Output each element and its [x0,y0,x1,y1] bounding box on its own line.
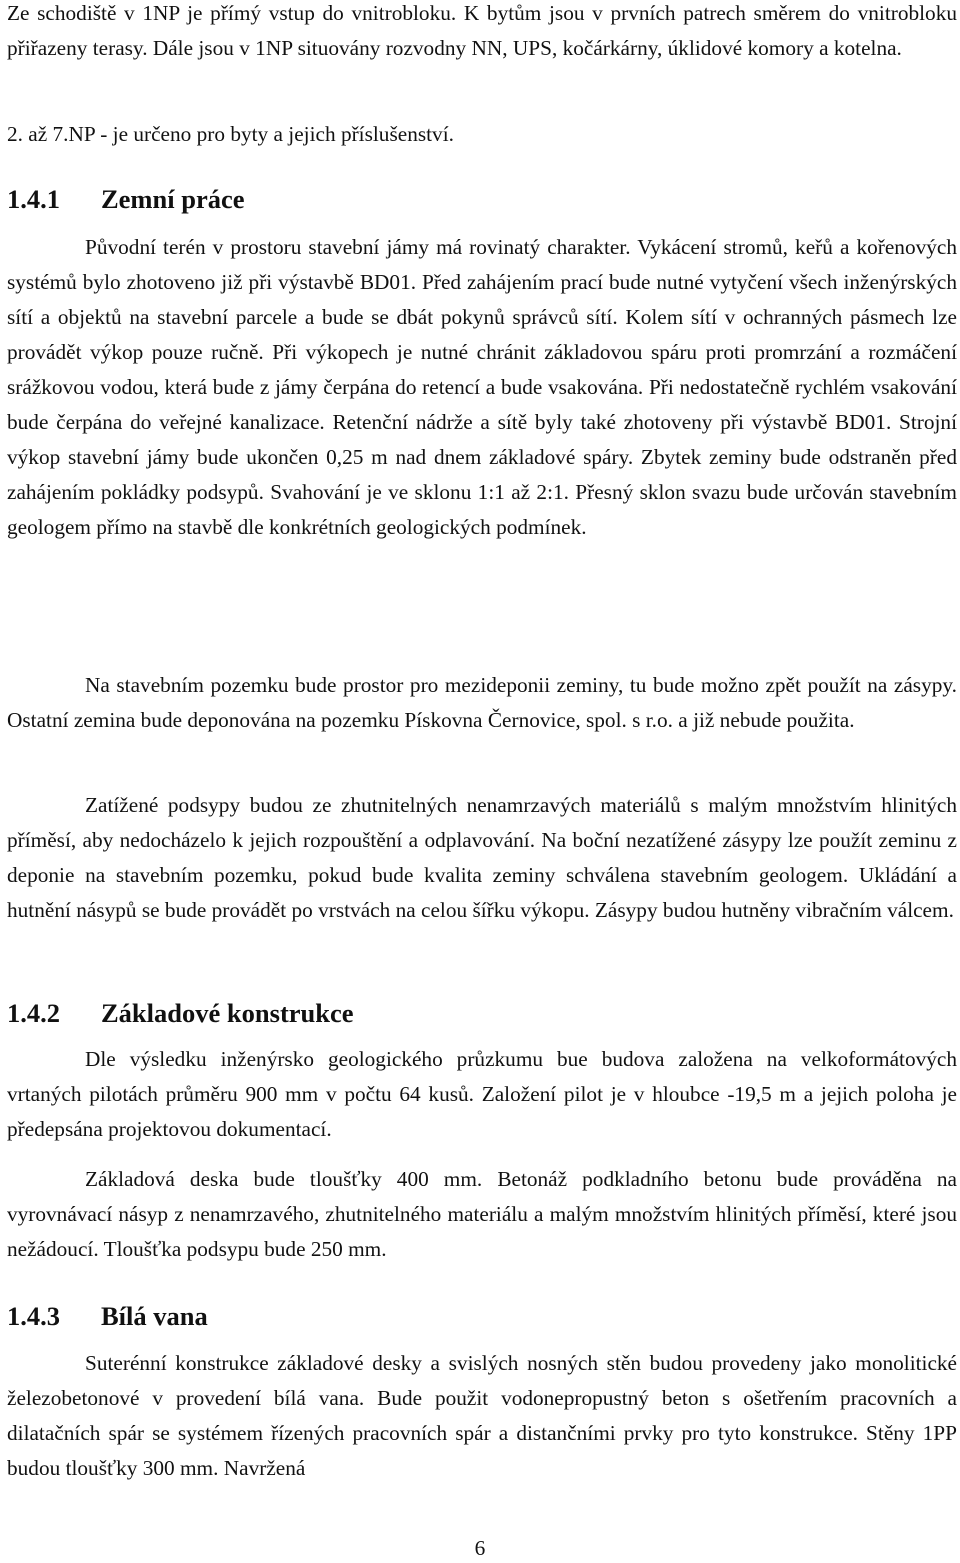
paragraph-intro: Ze schodiště v 1NP je přímý vstup do vnitrobloku. K bytům jsou v prvních patrech směrem do vnitrobloku přiřazeny terasy. Dále jsou v 1NP situovány rozvodny NN, UPS, kočárkárny, úklidové komory a kotelna. [7,1,957,60]
section-number: 1.4.2 [7,998,60,1028]
paragraph-foundations-2: Základová deska bude tloušťky 400 mm. Betonáž podkladního betonu bude prováděna na vyrovnávací násyp z nenamrzavého, zhutnitelného materiálu a malým množstvím hlinitých příměsí, které jsou nežádoucí. Tloušťka podsypu bude 250 mm. [7,1167,957,1261]
page-number: 6 [474,1536,486,1560]
section-title: Základové konstrukce [101,998,354,1028]
paragraph-earthworks-2: Na stavebním pozemku bude prostor pro mezideponii zeminy, tu bude možno zpět použít na zásypy. Ostatní zemina bude deponována na pozemku Pískovna Černovice, spol. s r.o. a již nebude použita. [7,673,957,732]
section-number: 1.4.3 [7,1301,60,1331]
paragraph-foundations-1: Dle výsledku inženýrsko geologického průzkumu bue budova založena na velkoformátových vrtaných pilotách průměru 900 mm v počtu 64 kusů. Založení pilot je v hloubce -19,5 m a jejich poloha je předepsána projektovou dokumentací. [7,1047,957,1141]
paragraph-floors: 2. až 7.NP - je určeno pro byty a jejich příslušenství. [7,122,454,146]
section-heading-white-tank [7,1299,208,1333]
section-title: Zemní práce [101,184,245,214]
section-heading-earthworks [7,182,245,216]
section-heading-foundations [7,996,354,1030]
paragraph-white-tank-1: Suterénní konstrukce základové desky a svislých nosných stěn budou provedeny jako monolitické železobetonové v provedení bílá vana. Bude použit vodonepropustný beton s ošetřením pracovních a dilatačních spár se systémem řízených pracovních spár a distančními prvky pro tyto konstrukce. Stěny 1PP budou tloušťky 300 mm. Navržená [7,1351,957,1480]
section-title: Bílá vana [101,1301,208,1331]
section-number: 1.4.1 [7,184,60,214]
paragraph-earthworks-3: Zatížené podsypy budou ze zhutnitelných nenamrzavých materiálů s malým množstvím hlinitých příměsí, aby nedocházelo k jejich rozpouštění a odplavování. Na boční nezatížené zásypy lze použít zeminu z deponie na stavebním pozemku, pokud bude kvalita zeminy schválena stavebním geologem. Ukládání a hutnění násypů se bude provádět po vrstvách na celou šířku výkopu. Zásypy budou hutněny vibračním válcem. [7,793,957,922]
paragraph-earthworks-1: Původní terén v prostoru stavební jámy má rovinatý charakter. Vykácení stromů, keřů a kořenových systémů bylo zhotoveno již při výstavbě BD01. Před zahájením prací bude nutné vytyčení všech inženýrských sítí a objektů na stavební parcele a bude se dbát pokynů správců sítí. Kolem sítí v ochranných pásmech lze provádět výkop pouze ručně. Při výkopech je nutné chránit základovou spáru proti promrzání a rozmáčení srážkovou vodou, která bude z jámy čerpána do retencí a bude vsakována. Při nedostatečně rychlém vsakování bude čerpána do veřejné kanalizace. Retenční nádrže a sítě byly také zhotoveny při výstavbě BD01. Strojní výkop stavební jámy bude ukončen 0,25 m nad dnem základové spáry. Zbytek zeminy bude odstraněn před zahájením pokládky podsypů. Svahování je ve sklonu 1:1 až 2:1. Přesný sklon svazu bude určován stavebním geologem přímo na stavbě dle konkrétních geologických podmínek. [7,235,957,539]
